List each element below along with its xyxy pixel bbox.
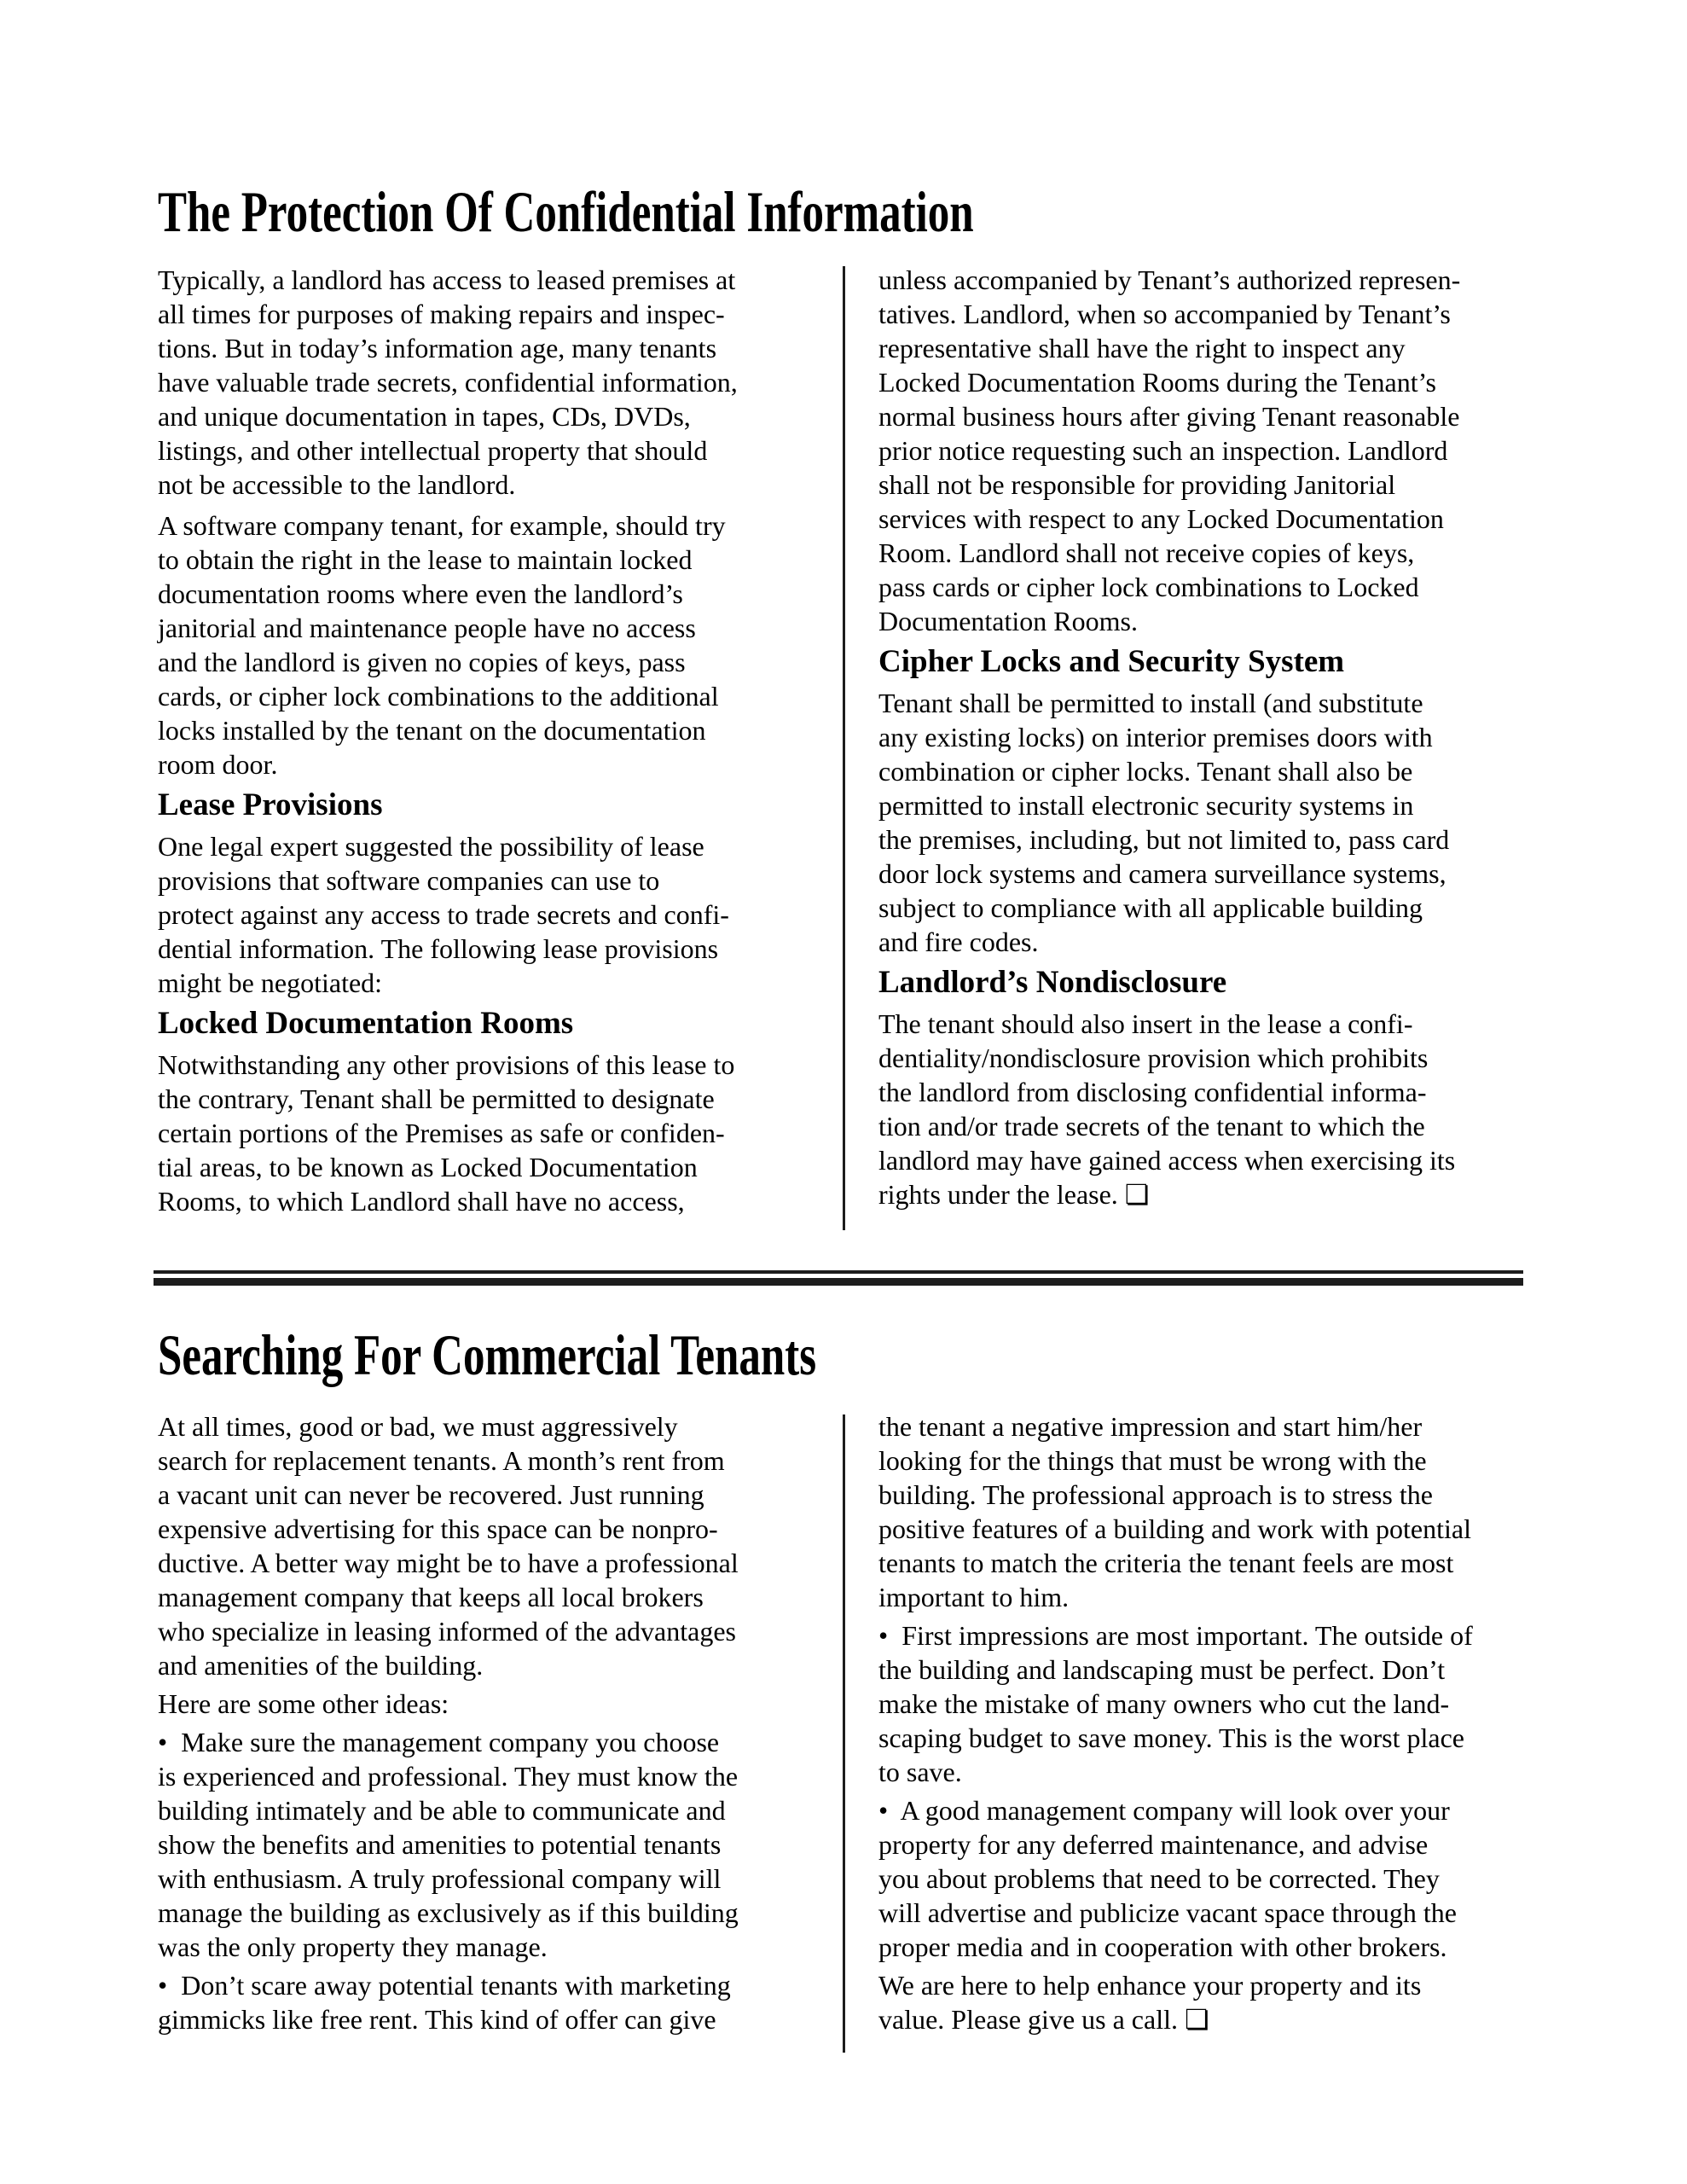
paragraph — [158, 508, 803, 781]
text-line: and amenities of the building. — [158, 1650, 484, 1681]
text-line: the tenant a negative impression and start him/her — [878, 1411, 1423, 1442]
text-line: positive features of a building and work with potential — [878, 1513, 1471, 1544]
text-line: landlord may have gained access when exercising its — [878, 1145, 1456, 1176]
text-line: Notwithstanding any other provisions of this lease to — [158, 1049, 735, 1080]
text-line: management company that keeps all local brokers — [158, 1582, 704, 1612]
text-line: tenants to match the criteria the tenant feels are most — [878, 1548, 1454, 1578]
text-line: building intimately and be able to communicate and — [158, 1795, 726, 1826]
paragraph — [158, 1968, 803, 2036]
text-line: and unique documentation in tapes, CDs, DVDs, — [158, 401, 691, 432]
text-line: provisions that software companies can use to — [158, 865, 660, 896]
text-line: services with respect to any Locked Documentation — [878, 503, 1444, 534]
text-line: not be accessible to the landlord. — [158, 469, 516, 500]
text-line: dentiality/nondisclosure provision which prohibits — [878, 1043, 1429, 1073]
text-line: the premises, including, but not limited to, pass card — [878, 824, 1450, 855]
text-line: • Don’t scare away potential tenants with marketing — [158, 1970, 731, 2001]
paragraph — [878, 1007, 1523, 1211]
article2-right-column — [878, 1409, 1523, 2041]
text-line: a vacant unit can never be recovered. Just running — [158, 1479, 704, 1510]
text-line: permitted to install electronic security systems in — [878, 790, 1414, 821]
text-line: is experienced and professional. They must know the — [158, 1761, 739, 1792]
text-line: any existing locks) on interior premises doors with — [878, 722, 1433, 752]
paragraph — [158, 1725, 803, 1964]
text-line: gimmicks like free rent. This kind of offer can give — [158, 2004, 716, 2035]
text-line: search for replacement tenants. A month’s rent from — [158, 1445, 725, 1476]
text-line: tion and/or trade secrets of the tenant to which the — [878, 1111, 1425, 1141]
text-line: might be negotiated: — [158, 967, 383, 998]
text-line: • Make sure the management company you choose — [158, 1727, 720, 1757]
text-line: value. Please give us a call. ❏ — [878, 2004, 1209, 2035]
text-line: Room. Landlord shall not receive copies of keys, — [878, 537, 1415, 568]
text-line: listings, and other intellectual property that should — [158, 435, 708, 466]
text-line: janitorial and maintenance people have no access — [158, 613, 696, 643]
paragraph — [878, 263, 1523, 638]
text-line: cards, or cipher lock combinations to the additional — [158, 681, 719, 712]
text-line: normal business hours after giving Tenant reasonable — [878, 401, 1460, 432]
text-line: One legal expert suggested the possibility of lease — [158, 831, 704, 862]
text-line: room door. — [158, 749, 278, 780]
subheading: Locked Documentation Rooms — [158, 1006, 574, 1041]
article1-column-rule — [843, 266, 845, 1230]
text-line: have valuable trade secrets, confidential information, — [158, 367, 738, 398]
text-line: ductive. A better way might be to have a professional — [158, 1548, 739, 1578]
paragraph — [158, 1687, 803, 1721]
text-line: make the mistake of many owners who cut the land- — [878, 1688, 1450, 1719]
text-line: tions. But in today’s information age, many tenants — [158, 333, 717, 363]
text-line: and the landlord is given no copies of keys, pass — [158, 647, 686, 677]
text-line: and fire codes. — [878, 926, 1039, 957]
text-line: pass cards or cipher lock combinations to Locked — [878, 572, 1419, 602]
paragraph — [878, 1409, 1523, 1614]
text-line: At all times, good or bad, we must aggressively — [158, 1411, 678, 1442]
text-line: with enthusiasm. A truly professional company will — [158, 1863, 722, 1894]
paragraph — [878, 686, 1523, 959]
subheading: Cipher Locks and Security System — [878, 644, 1345, 679]
article1-right-column — [878, 263, 1523, 1218]
text-line: prior notice requesting such an inspection. Landlord — [878, 435, 1448, 466]
text-line: shall not be responsible for providing Janitorial — [878, 469, 1396, 500]
text-line: subject to compliance with all applicable building — [878, 892, 1423, 923]
section-divider-rule — [154, 1270, 1523, 1286]
text-line: We are here to help enhance your property and its — [878, 1970, 1422, 2001]
paragraph — [158, 1048, 803, 1218]
text-line: the landlord from disclosing confidential informa- — [878, 1077, 1427, 1107]
text-line: Typically, a landlord has access to leased premises at — [158, 264, 736, 295]
paragraph — [878, 1618, 1523, 1789]
text-line: scaping budget to save money. This is the worst place — [878, 1722, 1464, 1753]
text-line: you about problems that need to be corrected. They — [878, 1863, 1440, 1894]
text-line: was the only property they manage. — [158, 1931, 548, 1962]
text-line: building. The professional approach is to stress the — [878, 1479, 1433, 1510]
text-line: Documentation Rooms. — [878, 606, 1138, 636]
text-line: representative shall have the right to inspect any — [878, 333, 1406, 363]
text-line: Locked Documentation Rooms during the Tenant’s — [878, 367, 1436, 398]
text-line: • First impressions are most important. The outside of — [878, 1620, 1473, 1651]
text-line: tial areas, to be known as Locked Documentation — [158, 1152, 698, 1182]
text-line: who specialize in leasing informed of the advantages — [158, 1616, 736, 1647]
text-line: property for any deferred maintenance, and advise — [878, 1829, 1429, 1860]
paragraph — [158, 263, 803, 502]
text-line: to obtain the right in the lease to maintain locked — [158, 544, 693, 575]
text-line: the contrary, Tenant shall be permitted to designate — [158, 1083, 715, 1114]
text-line: important to him. — [878, 1582, 1070, 1612]
text-line: tatives. Landlord, when so accompanied by Tenant’s — [878, 299, 1451, 329]
text-line: rights under the lease. ❏ — [878, 1179, 1150, 1210]
article2-left-column — [158, 1409, 803, 2041]
text-line: looking for the things that must be wrong with the — [878, 1445, 1427, 1476]
text-line: Rooms, to which Landlord shall have no access, — [158, 1186, 685, 1217]
text-line: combination or cipher locks. Tenant shall also be — [878, 756, 1413, 787]
text-line: documentation rooms where even the landlord’s — [158, 578, 683, 609]
article2-title: Searching For Commercial Tenants — [158, 1322, 817, 1387]
text-line: manage the building as exclusively as if this building — [158, 1897, 739, 1928]
text-line: will advertise and publicize vacant space through the — [878, 1897, 1457, 1928]
subheading: Landlord’s Nondisclosure — [878, 965, 1227, 1000]
article2-column-rule — [843, 1414, 845, 2053]
text-line: door lock systems and camera surveillance systems, — [878, 858, 1446, 889]
text-line: to save. — [878, 1757, 962, 1787]
paragraph — [158, 829, 803, 1000]
text-line: the building and landscaping must be perfect. Don’t — [878, 1654, 1446, 1685]
text-line: certain portions of the Premises as safe or confiden- — [158, 1118, 725, 1148]
article1-left-column — [158, 263, 803, 1225]
subheading: Lease Provisions — [158, 787, 383, 822]
paragraph — [158, 1409, 803, 1682]
text-line: all times for purposes of making repairs and inspec- — [158, 299, 725, 329]
paragraph — [878, 1968, 1523, 2036]
text-line: locks installed by the tenant on the documentation — [158, 715, 706, 746]
text-line: A software company tenant, for example, should try — [158, 510, 726, 541]
text-line: protect against any access to trade secrets and confi- — [158, 899, 729, 930]
text-line: The tenant should also insert in the lease a confi- — [878, 1008, 1413, 1039]
text-line: dential information. The following lease provisions — [158, 933, 719, 964]
paragraph — [878, 1793, 1523, 1964]
text-line: proper media and in cooperation with other brokers. — [878, 1931, 1447, 1962]
text-line: Tenant shall be permitted to install (and substitute — [878, 688, 1423, 718]
text-line: • A good management company will look over your — [878, 1795, 1450, 1826]
text-line: expensive advertising for this space can be nonpro- — [158, 1513, 718, 1544]
text-line: Here are some other ideas: — [158, 1688, 449, 1719]
article1-title: The Protection Of Confidential Information — [158, 179, 974, 244]
text-line: show the benefits and amenities to potential tenants — [158, 1829, 722, 1860]
text-line: unless accompanied by Tenant’s authorized represen- — [878, 264, 1461, 295]
